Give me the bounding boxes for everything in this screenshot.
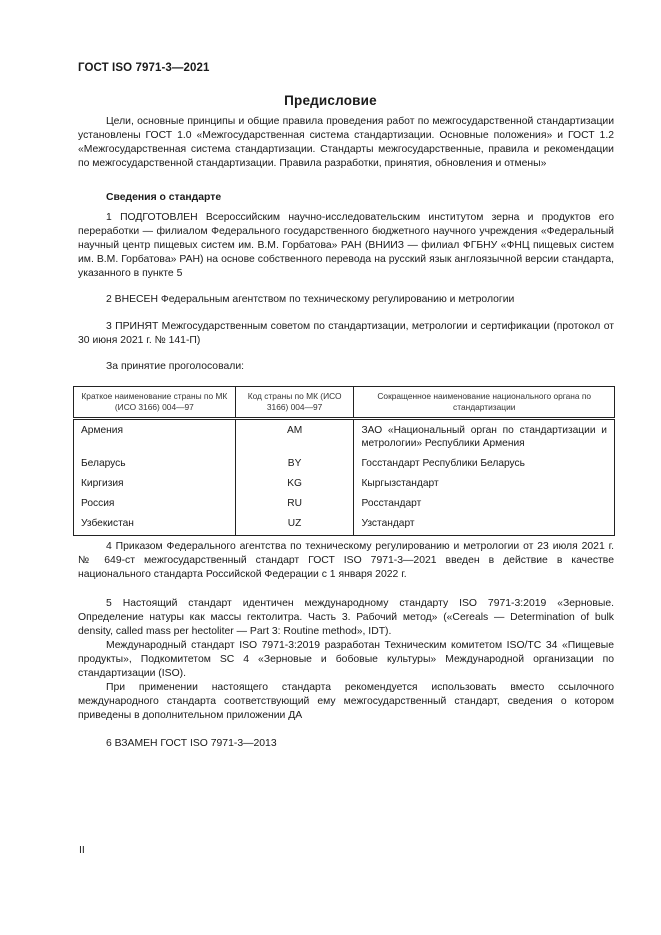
table-row — [74, 419, 615, 454]
table-row — [74, 513, 615, 536]
page-number: II — [79, 844, 85, 856]
cell-code: RU — [235, 493, 354, 513]
table-row — [74, 473, 615, 493]
cell-code: KG — [235, 473, 354, 493]
item-4-paragraph: 4 Приказом Федерального агентства по техническому регулированию и метрологии от 23 июля 2021 г. № 649-ст межгосударственный стандарт ГОСТ ISO 7971-3—2021 введен в действие в качестве национального стандарта Российской Федерации с 1 января 2022 г. — [78, 541, 614, 580]
table-header-row — [74, 387, 615, 419]
cell-country: Беларусь — [74, 453, 236, 473]
item-1-paragraph: 1 ПОДГОТОВЛЕН Всероссийским научно-исследовательским институтом зерна и продуктов его переработки — филиалом Федерального государственного бюджетного научного учреждения «Федеральный научный центр пищевых систем им. В.М. Горбатова» РАН (ВНИИЗ — филиал ФГБНУ «ФНЦ пищевых систем им. В.М. Горбатова» РАН) на основе собственного перевода на русский язык англоязычной версии стандарта, указанного в пункте 5 — [78, 212, 614, 279]
cell-code: AM — [235, 419, 354, 454]
table-row — [74, 453, 615, 473]
cell-code: UZ — [235, 513, 354, 536]
cell-country: Киргизия — [74, 473, 236, 493]
voted-label: За принятие проголосовали: — [106, 361, 245, 372]
cell-org: Узстандарт — [354, 513, 615, 536]
page-title: Предисловие — [284, 93, 377, 108]
cell-country: Узбекистан — [74, 513, 236, 536]
header-national-body: Сокращенное наименование национального органа по стандартизации — [354, 387, 615, 419]
cell-org: Госстандарт Республики Беларусь — [354, 453, 615, 473]
item-5-iso-committee-paragraph: Международный стандарт ISO 7971-3:2019 разработан Техническим комитетом ISO/TC 34 «Пищевые продукты», Подкомитетом SC 4 «Зерновые и бобовые культуры» Международной организации по стандартизации (ISO). — [78, 640, 614, 679]
item-3-paragraph: 3 ПРИНЯТ Межгосударственным советом по стандартизации, метрологии и сертификации (протокол от 30 июня 2021 г. № 141-П) — [78, 321, 614, 346]
cell-org: ЗАО «Национальный орган по стандартизации и метрологии» Республики Армения — [354, 419, 615, 454]
document-id-header: ГОСТ ISO 7971-3—2021 — [78, 62, 210, 74]
item-5-paragraph: 5 Настоящий стандарт идентичен международному стандарту ISO 7971-3:2019 «Зерновые. Определение натуры как массы гектолитра. Часть 3. Рабочий метод» («Cereals — Determination of bulk density, called mass per hectoliter — Part 3: Routine method», IDT). — [78, 598, 614, 637]
cell-org: Кыргызстандарт — [354, 473, 615, 493]
table-row — [74, 493, 615, 513]
header-country-code: Код страны по МК (ИСО 3166) 004—97 — [235, 387, 354, 419]
header-country-name: Краткое наименование страны по МК (ИСО 3166) 004—97 — [74, 387, 236, 419]
voters-table — [73, 386, 615, 536]
cell-code: BY — [235, 453, 354, 473]
cell-country: Армения — [74, 419, 236, 454]
intro-paragraph: Цели, основные принципы и общие правила проведения работ по межгосударственной стандартизации установлены ГОСТ 1.0 «Межгосударственная система стандартизации. Основные положения» и ГОСТ 1.2 «Межгосударственная система стандартизации. Стандарты межгосударственные, правила и рекомендации по межгосударственной стандартизации. Правила разработки, принятия, обновления и отмены» — [78, 116, 614, 169]
cell-org: Росстандарт — [354, 493, 615, 513]
item-2-paragraph: 2 ВНЕСЕН Федеральным агентством по техническому регулированию и метрологии — [106, 294, 515, 305]
item-5-reference-paragraph: При применении настоящего стандарта рекомендуется использовать вместо ссылочного международного стандарта соответствующий ему межгосударственный стандарт, сведения о котором приведены в дополнительном приложении ДА — [78, 682, 614, 721]
cell-country: Россия — [74, 493, 236, 513]
item-6-paragraph: 6 ВЗАМЕН ГОСТ ISO 7971-3—2013 — [106, 738, 277, 749]
section-heading: Сведения о стандарте — [106, 192, 222, 203]
